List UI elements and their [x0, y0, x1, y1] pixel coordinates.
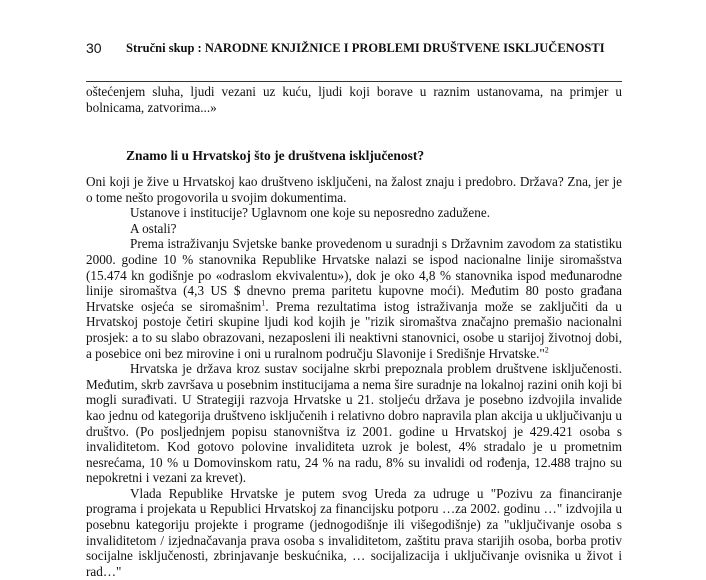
header-rule: [86, 81, 622, 82]
paragraph: Hrvatska je država kroz sustav socijalne skrbi prepoznala problem društvene isključenosti. Međutim, skrb završava u posebnim institucijama a nema šire suradnje na lokalnoj razini onih koji bi mogli surađivati. U Strategiji razvoja Hrvatske u 21. stoljeću država je posebno izdvojila invalide kao jednu od kategorija društveno isključenih i relativno dobro napravila plan akcija u uključivanju u društvo. (Po posljednjem popisu stanovništva iz 2001. godine u Hrvatskoj je 429.421 osoba s invaliditetom. Kod gotovo polovine invaliditeta uzrok je bolest, 4% stradalo je u prometnim nesrećama, 10 % u Domovinskom ratu, 24 % na radu, 8% su invalidi od rođenja, 12.488 trajno su nepokretni i vezani za krevet).: [86, 361, 622, 486]
footnote-ref: 2: [544, 345, 549, 355]
paragraph: Ustanove i institucije? Uglavnom one koje su neposredno zadužene.: [130, 205, 490, 221]
paragraph: A ostali?: [130, 220, 177, 236]
quote-continuation: oštećenjem sluha, ljudi vezani uz kuću, ljudi koji borave u raznim ustanovama, na primjer u bolnicama, zatvorima...»: [86, 84, 622, 115]
page-header: [86, 40, 626, 58]
section-heading: Znamo li u Hrvatskoj što je društvena isključenost?: [126, 148, 425, 163]
footnote-ref: 1: [261, 298, 266, 308]
paragraph: [86, 236, 622, 361]
running-head: Stručni skup : NARODNE KNJIŽNICE I PROBLEMI DRUŠTVENE ISKLJUČENOSTI: [126, 41, 605, 55]
paragraph-part: . Prema rezultatima istog istraživanja može se zaključiti da u Hrvatskoj postoje četiri skupine ljudi kod kojih je "rizik siromaštva značajno premašio nacionalni prosjek: a to su slabo obrazovani, nezaposleni ili neaktivni stanovnici, osobe u starijoj životnoj dobi, a posebice oni bez mirovine i oni u ruralnom području Slavonije i Središnje Hrvatske.": [86, 298, 622, 361]
paragraph: Vlada Republike Hrvatske je putem svog Ureda za udruge u "Pozivu za financiranje programa i projekata u Republici Hrvatskoj za financijsku potporu …za 2002. godinu …" izdvojila u posebnu kategoriju projekte i programe (jednogodišnje ili višegodišnje) za "uključivanje osoba s invaliditetom / izjednačavanja prava osoba s invaliditetom, zaštitu prava starijih osoba, borba protiv socijalne isključenosti, zbrinjavanje beskućnika, … socijalizacija i uključivanje ovisnika u život i rad…": [86, 485, 622, 579]
body-text: [86, 174, 622, 579]
paragraph: Oni koji je žive u Hrvatskoj kao društveno isključeni, na žalost znaju i predobro. Država? Zna, jer je o tome nešto progovorila u svojim dokumentima.: [86, 174, 622, 205]
page-number: 30: [86, 40, 102, 56]
paragraph-part: Prema istraživanju Svjetske banke provedenom u suradnji s Državnim zavodom za statistiku 2000. godine 10 % stanovnika Republike Hrvatske nalazi se ispod nacionalne linije siromašstva (15.474 kn godišnje po «odraslom ekvivalentu»), dok je oko 4,8 % stanovnika ispod međunarodne linije siromaštva (4,3 US $ dnevno prema paritetu kupovne moći). Međutim 80 posto građana Hrvatske osjeća se siromašnim: [86, 236, 622, 314]
